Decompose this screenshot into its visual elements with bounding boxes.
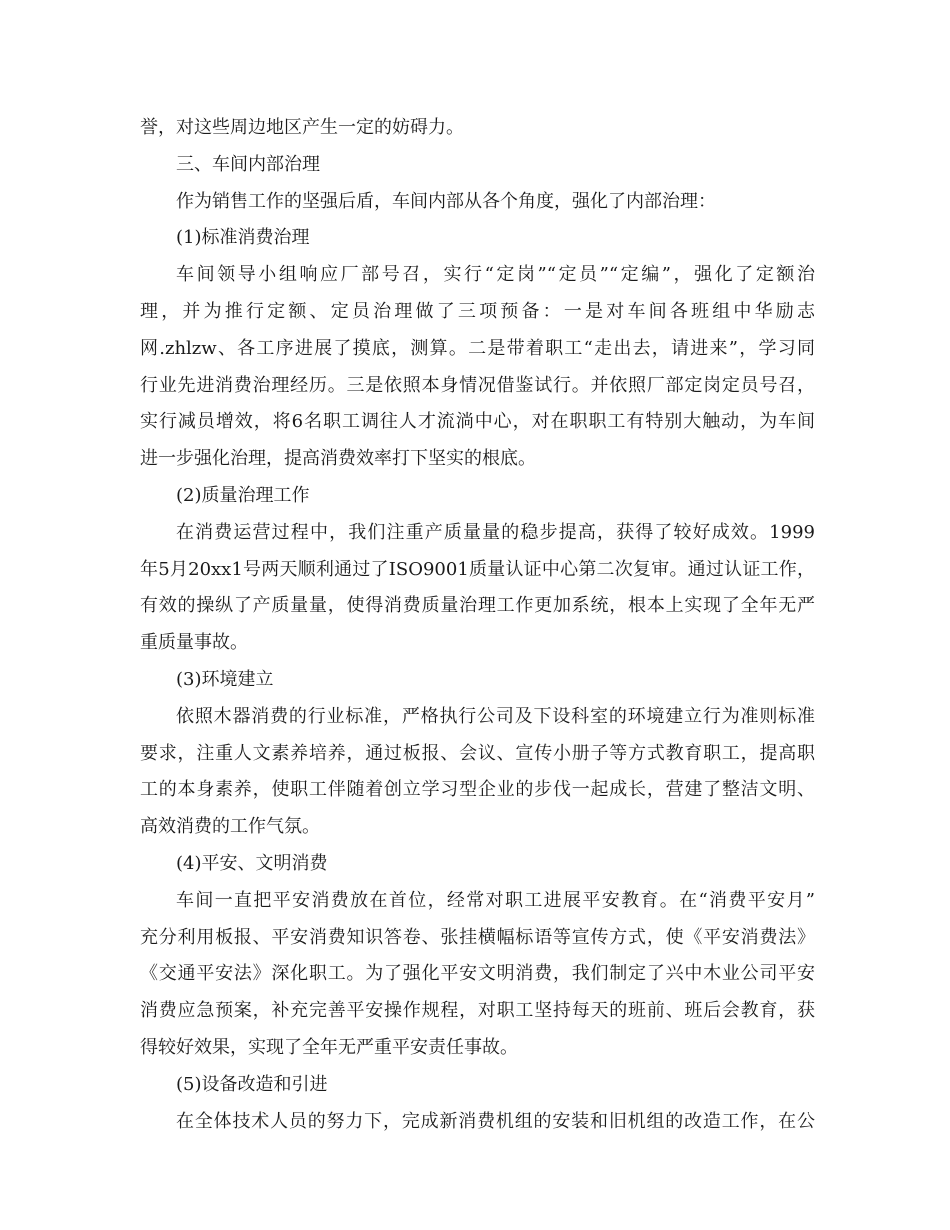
text-line: 作为销售工作的坚强后盾，车间内部从各个角度，强化了内部治理： (176, 190, 716, 212)
text-line: 实行减员增效，将6名职工调往人才流淌中心，对在职职工有特别大触动，为车间 (140, 411, 815, 433)
text-line: 车间领导小组响应厂部号召，实行“定岗”“定员”“定编”，强化了定额治 (176, 264, 815, 286)
text-line: 行业先进消费治理经历。三是依照本身情况借鉴试行。并依照厂部定岗定员号召， (140, 374, 815, 396)
text-line: 理，并为推行定额、定员治理做了三项预备：一是对车间各班组中华励志 (140, 300, 815, 322)
text-line: 充分利用板报、平安消费知识答卷、张挂横幅标语等宣传方式，使《平安消费法》 (140, 926, 815, 948)
text-line: 《交通平安法》深化职工。为了强化平安文明消费，我们制定了兴中木业公司平安 (140, 963, 815, 985)
section-heading: 三、车间内部治理 (176, 153, 320, 175)
text-line: 誉，对这些周边地区产生一定的妨碍力。 (140, 117, 464, 138)
text-line: 重质量事故。 (140, 632, 248, 654)
text-line: 车间一直把平安消费放在首位，经常对职工进展平安教育。在“消费平安月” (176, 889, 815, 911)
document-page (140, 110, 815, 1140)
subsection-heading: (4)平安、文明消费 (176, 852, 328, 874)
text-line: 要求，注重人文素养培养，通过板报、会议、宣传小册子等方式教育职工，提高职 (140, 742, 815, 764)
subsection-heading: (2)质量治理工作 (176, 484, 310, 506)
text-line: 得较好效果，实现了全年无严重平安责任事故。 (140, 1036, 518, 1058)
text-line: 消费应急预案，补充完善平安操作规程，对职工坚持每天的班前、班后会教育，获 (140, 1000, 815, 1022)
subsection-heading: (5)设备改造和引进 (176, 1073, 328, 1095)
text-line: 进一步强化治理，提高消费效率打下坚实的根底。 (140, 448, 536, 470)
text-line: 依照木器消费的行业标准，严格执行公司及下设科室的环境建立行为准则标准 (176, 705, 815, 727)
text-line: 年5月20xx1号两天顺利通过了ISO9001质量认证中心第二次复审。通过认证工作， (140, 558, 815, 580)
subsection-heading: (3)环境建立 (176, 668, 274, 690)
text-line: 在消费运营过程中，我们注重产质量量的稳步提高，获得了较好成效。1999 (176, 521, 815, 543)
text-line: 网.zhlzw、各工序进展了摸底，测算。二是带着职工“走出去，请进来”，学习同 (140, 337, 815, 359)
text-line: 有效的操纵了产质量量，使得消费质量治理工作更加系统，根本上实现了全年无严 (140, 595, 815, 617)
text-line: 工的本身素养，使职工伴随着创立学习型企业的步伐一起成长，营建了整洁文明、 (140, 779, 815, 801)
text-line: 高效消费的工作气氛。 (140, 816, 320, 838)
subsection-heading: (1)标准消费治理 (176, 227, 310, 249)
text-line: 在全体技术人员的努力下，完成新消费机组的安装和旧机组的改造工作，在公 (176, 1110, 815, 1132)
